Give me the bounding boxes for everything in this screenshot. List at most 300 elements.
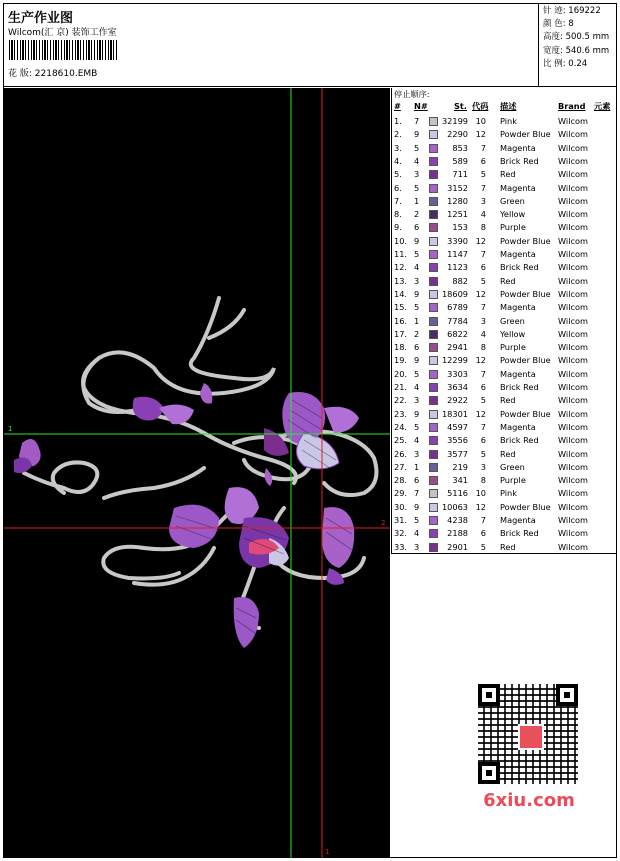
row-stitches: 2941 (447, 342, 468, 353)
color-swatch (429, 117, 438, 126)
row-brand: Wilcom (558, 368, 588, 379)
row-description: Powder Blue (500, 408, 551, 419)
embroidery-design (4, 88, 390, 858)
stat-value: 540.6 mm (565, 45, 610, 56)
table-row[interactable] (392, 487, 616, 500)
left-marker: 1 (8, 425, 13, 433)
color-swatch (429, 184, 438, 193)
row-brand: Wilcom (558, 488, 588, 499)
color-swatch (429, 436, 438, 445)
row-stitches: 3303 (447, 368, 468, 379)
row-index: 19. (394, 355, 408, 366)
row-index: 12. (394, 262, 408, 273)
row-description: Magenta (500, 302, 536, 313)
row-index: 23. (394, 408, 408, 419)
color-swatch (429, 263, 438, 272)
row-description: Magenta (500, 421, 536, 432)
color-swatch (429, 423, 438, 432)
row-index: 8. (394, 209, 402, 220)
row-index: 16. (394, 315, 408, 326)
row-index: 20. (394, 368, 408, 379)
qr-finder (478, 684, 500, 706)
qr-finder (556, 684, 578, 706)
row-stitches: 1280 (447, 195, 468, 206)
col-header-num: # (394, 101, 401, 111)
row-code: 5 (480, 395, 486, 406)
flower-cluster-upper (133, 383, 213, 424)
row-stitches: 18609 (441, 288, 468, 299)
color-swatch (429, 157, 438, 166)
table-row[interactable] (392, 128, 616, 141)
row-brand: Wilcom (558, 129, 588, 140)
row-needle: 3 (414, 395, 420, 406)
color-swatch (429, 529, 438, 538)
color-swatch (429, 463, 438, 472)
row-description: Purple (500, 475, 526, 486)
row-brand: Wilcom (558, 275, 588, 286)
row-brand: Wilcom (558, 315, 588, 326)
stat-value: 0.24 (568, 58, 588, 69)
row-stitches: 2188 (447, 528, 468, 539)
row-needle: 4 (414, 262, 420, 273)
row-brand: Wilcom (558, 222, 588, 233)
row-needle: 5 (414, 142, 420, 153)
stat-label: 颜 色: (543, 19, 566, 30)
table-row[interactable] (392, 261, 616, 274)
table-row[interactable] (392, 142, 616, 155)
table-row[interactable] (392, 394, 616, 407)
table-row[interactable] (392, 275, 616, 288)
color-swatch (429, 303, 438, 312)
row-stitches: 711 (452, 169, 468, 180)
row-needle: 3 (414, 169, 420, 180)
row-brand: Wilcom (558, 435, 588, 446)
bottom-marker: 1 (325, 848, 330, 856)
color-sequence-panel (391, 88, 617, 554)
row-brand: Wilcom (558, 195, 588, 206)
row-code: 7 (480, 249, 486, 259)
row-index: 18. (394, 342, 408, 353)
row-code: 12 (475, 235, 486, 246)
stop-sequence-label: 停止顺序: (394, 89, 430, 99)
row-needle: 4 (414, 435, 420, 446)
table-row[interactable] (392, 182, 616, 195)
row-code: 8 (480, 342, 486, 353)
row-index: 15. (394, 302, 408, 313)
row-brand: Wilcom (558, 355, 588, 366)
row-index: 32. (394, 528, 408, 539)
row-stitches: 1147 (447, 249, 468, 259)
color-swatch (429, 370, 438, 379)
row-brand: Wilcom (558, 408, 588, 419)
row-code: 8 (480, 475, 486, 486)
row-code: 10 (475, 488, 486, 499)
row-index: 33. (394, 541, 408, 552)
row-brand: Wilcom (558, 209, 588, 220)
row-code: 7 (480, 182, 486, 193)
row-description: Green (500, 461, 525, 472)
row-stitches: 2922 (447, 395, 468, 406)
row-description: Red (500, 541, 516, 552)
color-swatch (429, 383, 438, 392)
row-needle: 1 (414, 315, 420, 326)
row-code: 6 (480, 435, 486, 446)
row-stitches: 12299 (441, 355, 468, 366)
row-needle: 2 (414, 328, 420, 339)
table-row[interactable] (392, 221, 616, 234)
row-stitches: 7784 (447, 315, 468, 326)
row-index: 7. (394, 195, 402, 206)
row-code: 12 (475, 408, 486, 419)
row-stitches: 2901 (447, 541, 468, 552)
row-description: Yellow (500, 209, 526, 220)
row-code: 8 (480, 222, 486, 233)
qr-code (478, 684, 578, 784)
col-header-n: N# (414, 101, 428, 111)
table-row[interactable] (392, 248, 616, 261)
row-needle: 4 (414, 382, 420, 392)
row-index: 2. (394, 129, 402, 140)
row-brand: Wilcom (558, 169, 588, 180)
row-stitches: 3390 (447, 235, 468, 246)
table-row[interactable] (392, 514, 616, 527)
row-needle: 2 (414, 209, 420, 220)
row-index: 25. (394, 435, 408, 446)
row-needle: 5 (414, 368, 420, 379)
color-swatch (429, 144, 438, 153)
row-stitches: 6789 (447, 302, 468, 313)
color-swatch (429, 277, 438, 286)
row-code: 7 (480, 302, 486, 313)
row-code: 6 (480, 155, 486, 166)
row-index: 28. (394, 475, 408, 486)
row-needle: 3 (414, 275, 420, 286)
table-row[interactable] (392, 501, 616, 514)
row-stitches: 853 (452, 142, 468, 153)
color-swatch (429, 317, 438, 326)
color-swatch (429, 130, 438, 139)
row-description: Powder Blue (500, 288, 551, 299)
design-canvas[interactable] (4, 88, 390, 858)
header (3, 3, 539, 87)
row-description: Pink (500, 116, 517, 126)
row-description: Brick Red (500, 155, 539, 166)
row-description: Brick Red (500, 262, 539, 273)
row-description: Powder Blue (500, 355, 551, 366)
row-code: 6 (480, 528, 486, 539)
row-index: 5. (394, 169, 402, 180)
row-code: 5 (480, 275, 486, 286)
row-description: Magenta (500, 515, 536, 525)
table-row[interactable] (392, 208, 616, 221)
color-swatch (429, 210, 438, 219)
row-code: 3 (480, 195, 486, 206)
row-needle: 9 (414, 129, 420, 140)
table-row[interactable] (392, 195, 616, 208)
table-row[interactable] (392, 434, 616, 447)
table-row[interactable] (392, 448, 616, 461)
row-needle: 9 (414, 355, 420, 366)
color-swatch (429, 410, 438, 419)
table-row[interactable] (392, 541, 616, 554)
row-index: 17. (394, 328, 408, 339)
row-stitches: 1251 (447, 209, 468, 220)
table-row[interactable] (392, 115, 616, 128)
flower-cluster-right (264, 392, 359, 486)
table-row[interactable] (392, 421, 616, 434)
row-brand: Wilcom (558, 475, 588, 486)
row-brand: Wilcom (558, 395, 588, 406)
stat-value: 500.5 mm (565, 32, 610, 43)
row-needle: 5 (414, 302, 420, 313)
row-stitches: 341 (452, 475, 468, 486)
row-needle: 5 (414, 515, 420, 525)
stat-value: 169222 (568, 6, 601, 16)
stats-panel (539, 3, 617, 87)
row-description: Green (500, 315, 525, 326)
row-brand: Wilcom (558, 155, 588, 166)
row-brand: Wilcom (558, 501, 588, 512)
row-index: 3. (394, 142, 402, 153)
row-code: 5 (480, 541, 486, 552)
color-swatch (429, 503, 438, 512)
row-needle: 5 (414, 182, 420, 193)
row-stitches: 3152 (447, 182, 468, 193)
row-index: 14. (394, 288, 408, 299)
col-header-desc: 描述 (500, 101, 517, 111)
row-stitches: 219 (452, 461, 468, 472)
row-description: Brick Red (500, 528, 539, 539)
row-description: Magenta (500, 182, 536, 193)
table-row[interactable] (392, 155, 616, 168)
table-row[interactable] (392, 235, 616, 248)
row-brand: Wilcom (558, 342, 588, 353)
color-swatch (429, 450, 438, 459)
row-stitches: 1123 (447, 262, 468, 273)
table-row[interactable] (392, 354, 616, 367)
row-code: 7 (480, 421, 486, 432)
row-needle: 5 (414, 421, 420, 432)
row-brand: Wilcom (558, 288, 588, 299)
barcode (9, 40, 117, 60)
stat-label: 高度: (543, 32, 563, 43)
color-swatch (429, 330, 438, 339)
col-header-brand: Brand (558, 101, 586, 111)
row-brand: Wilcom (558, 328, 588, 339)
row-brand: Wilcom (558, 302, 588, 313)
color-swatch (429, 356, 438, 365)
row-code: 4 (480, 209, 486, 220)
row-description: Yellow (500, 328, 526, 339)
stat-stitches (543, 5, 617, 18)
company-name: Wilcom(汇 京) 装饰工作室 (8, 28, 117, 38)
row-description: Powder Blue (500, 501, 551, 512)
row-index: 10. (394, 235, 408, 246)
row-code: 12 (475, 129, 486, 140)
row-stitches: 18301 (441, 408, 468, 419)
row-index: 1. (394, 116, 402, 126)
row-stitches: 882 (452, 275, 468, 286)
row-code: 5 (480, 448, 486, 459)
row-description: Magenta (500, 142, 536, 153)
table-row[interactable] (392, 328, 616, 341)
color-swatch (429, 396, 438, 405)
color-swatch (429, 543, 438, 552)
row-description: Purple (500, 222, 526, 233)
flower-cluster-left (14, 439, 41, 473)
row-index: 24. (394, 421, 408, 432)
color-swatch (429, 250, 438, 259)
row-stitches: 2290 (447, 129, 468, 140)
row-stitches: 6822 (447, 328, 468, 339)
design-filename: 2218610.EMB (34, 69, 98, 79)
row-description: Brick Red (500, 435, 539, 446)
row-description: Red (500, 169, 516, 180)
row-needle: 5 (414, 249, 420, 259)
row-needle: 7 (414, 116, 420, 126)
row-code: 6 (480, 382, 486, 392)
color-swatch (429, 223, 438, 232)
stat-colors (543, 18, 617, 31)
color-swatch (429, 489, 438, 498)
row-brand: Wilcom (558, 142, 588, 153)
row-brand: Wilcom (558, 448, 588, 459)
row-code: 12 (475, 288, 486, 299)
table-row[interactable] (392, 341, 616, 354)
row-needle: 9 (414, 501, 420, 512)
row-stitches: 5116 (447, 488, 468, 499)
row-index: 4. (394, 155, 402, 166)
table-row[interactable] (392, 381, 616, 394)
row-needle: 9 (414, 288, 420, 299)
row-code: 7 (480, 142, 486, 153)
row-index: 31. (394, 515, 408, 525)
row-stitches: 32199 (441, 116, 468, 126)
table-row[interactable] (392, 368, 616, 381)
row-index: 21. (394, 382, 408, 392)
table-row[interactable] (392, 301, 616, 314)
table-row[interactable] (392, 408, 616, 421)
row-needle: 3 (414, 541, 420, 552)
row-code: 7 (480, 368, 486, 379)
row-index: 11. (394, 249, 408, 259)
row-description: Purple (500, 342, 526, 353)
row-needle: 6 (414, 342, 420, 353)
row-needle: 4 (414, 528, 420, 539)
row-code: 12 (475, 355, 486, 366)
right-marker: 2 (381, 519, 386, 527)
row-code: 10 (475, 116, 486, 126)
table-row[interactable] (392, 527, 616, 540)
color-swatch (429, 343, 438, 352)
row-code: 3 (480, 461, 486, 472)
qr-finder (478, 762, 500, 784)
row-stitches: 3634 (447, 382, 468, 392)
color-swatch (429, 170, 438, 179)
row-index: 27. (394, 461, 408, 472)
row-brand: Wilcom (558, 249, 588, 259)
row-index: 13. (394, 275, 408, 286)
row-code: 7 (480, 515, 486, 525)
row-index: 30. (394, 501, 408, 512)
row-needle: 6 (414, 475, 420, 486)
table-row[interactable] (392, 288, 616, 301)
row-brand: Wilcom (558, 541, 588, 552)
design-file (8, 66, 97, 79)
color-swatch (429, 290, 438, 299)
watermark-qr (470, 680, 588, 820)
row-needle: 1 (414, 461, 420, 472)
row-code: 5 (480, 169, 486, 180)
row-code: 3 (480, 315, 486, 326)
row-description: Brick Red (500, 382, 539, 392)
stat-label: 针 迹: (543, 6, 566, 16)
row-index: 22. (394, 395, 408, 406)
row-code: 6 (480, 262, 486, 273)
row-description: Powder Blue (500, 235, 551, 246)
table-row[interactable] (392, 474, 616, 487)
row-stitches: 153 (452, 222, 468, 233)
row-index: 29. (394, 488, 408, 499)
table-row[interactable] (392, 461, 616, 474)
row-index: 6. (394, 182, 402, 193)
row-needle: 6 (414, 222, 420, 233)
row-stitches: 4238 (447, 515, 468, 525)
row-brand: Wilcom (558, 235, 588, 246)
row-description: Red (500, 395, 516, 406)
stat-value: 8 (568, 19, 574, 30)
row-needle: 9 (414, 235, 420, 246)
col-header-element: 元素 (594, 101, 611, 111)
row-description: Magenta (500, 249, 536, 259)
row-description: Pink (500, 488, 517, 499)
row-brand: Wilcom (558, 262, 588, 273)
color-swatch (429, 237, 438, 246)
table-row[interactable] (392, 315, 616, 328)
color-swatch (429, 197, 438, 206)
row-index: 26. (394, 448, 408, 459)
row-brand: Wilcom (558, 515, 588, 525)
stat-width (543, 45, 617, 58)
row-stitches: 4597 (447, 421, 468, 432)
row-brand: Wilcom (558, 182, 588, 193)
row-index: 9. (394, 222, 402, 233)
row-needle: 3 (414, 448, 420, 459)
row-needle: 7 (414, 488, 420, 499)
row-stitches: 3577 (447, 448, 468, 459)
row-code: 4 (480, 328, 486, 339)
color-swatch (429, 516, 438, 525)
table-row[interactable] (392, 168, 616, 181)
page-title: 生产作业图 (8, 11, 74, 26)
row-description: Green (500, 195, 525, 206)
row-description: Red (500, 275, 516, 286)
row-needle: 1 (414, 195, 420, 206)
row-description: Powder Blue (500, 129, 551, 140)
qr-logo (518, 724, 544, 750)
row-needle: 9 (414, 408, 420, 419)
design-label: 花 版: (8, 69, 32, 79)
row-stitches: 10063 (441, 501, 468, 512)
watermark-site: 6xiu.com (483, 790, 575, 811)
row-description: Magenta (500, 368, 536, 379)
row-needle: 4 (414, 155, 420, 166)
stat-label: 比 例: (543, 58, 566, 69)
row-brand: Wilcom (558, 421, 588, 432)
col-header-code: 代码 (472, 101, 489, 111)
row-stitches: 3556 (447, 435, 468, 446)
row-description: Red (500, 448, 516, 459)
